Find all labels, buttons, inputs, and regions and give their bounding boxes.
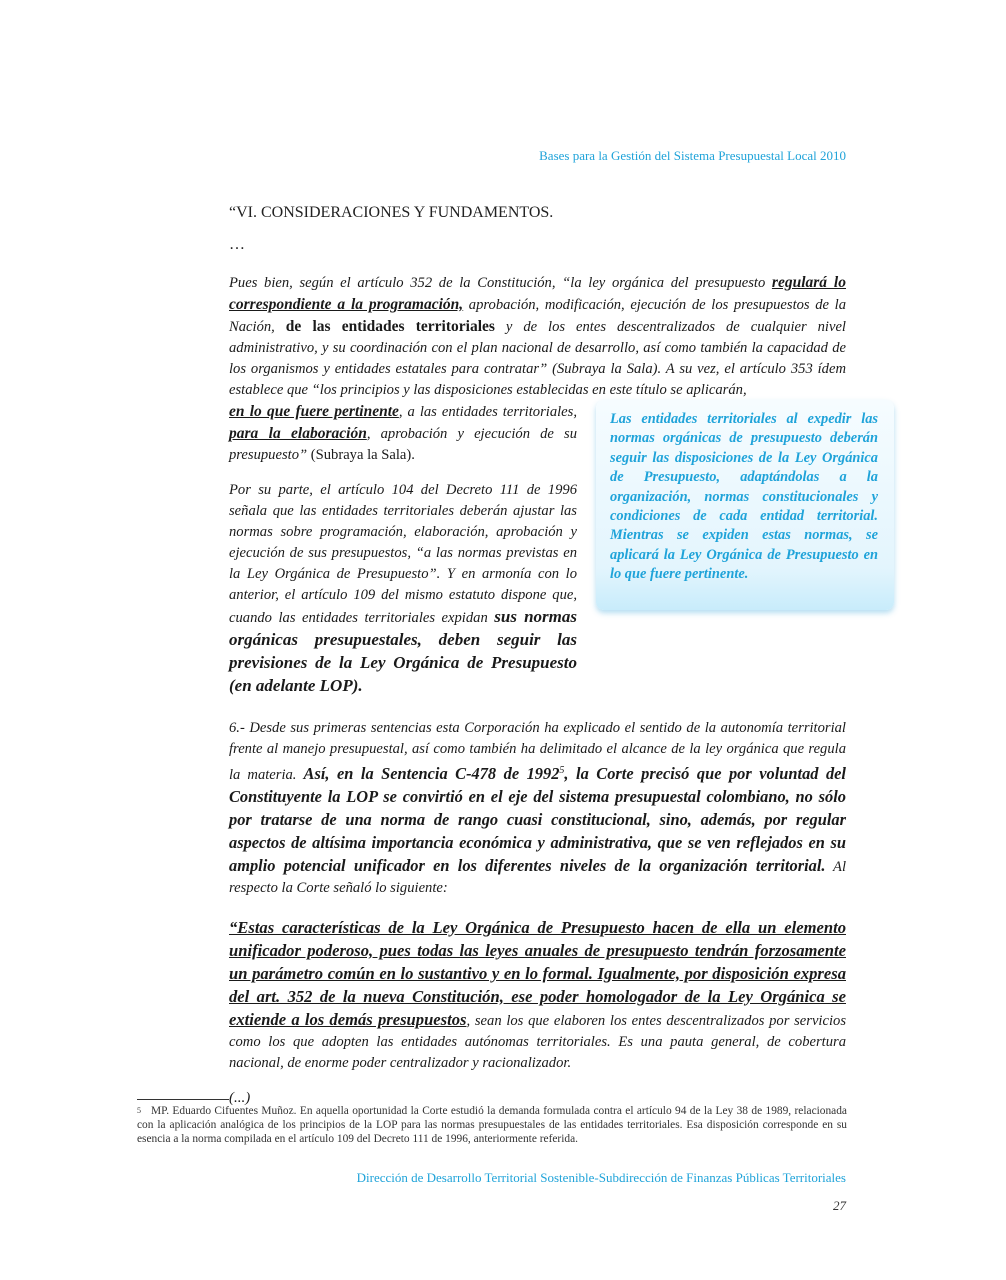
footnote-ref[interactable]: 5: [559, 765, 565, 776]
running-footer: Dirección de Desarrollo Territorial Sostenible-Subdirección de Finanzas Públicas Territoriales: [356, 1170, 846, 1185]
quote-text: , sean los que elaboren los entes descentralizados por servicios como los que adopten las entidades autónomas territoriales. Es una pauta general, de cobertura nacional, de enorme poder centralizador y racionalizador.: [229, 1012, 846, 1071]
decree-paragraph: [229, 480, 577, 698]
ellipsis: …: [229, 236, 245, 253]
p6-text-2: Al respecto la Corte señaló lo siguiente:: [229, 858, 847, 896]
footnote-number: 5: [137, 1106, 141, 1115]
p6-text-1: 6.- Desde sus primeras sentencias esta Corporación ha explicado el sentido de la autonomía territorial frente al manejo presupuestal, así como también ha delimitado el alcance de la ley orgánica que regula la materia.: [229, 720, 846, 783]
page-number: 27: [833, 1198, 846, 1213]
intro-emphasis-3: en lo que fuere pertinente: [229, 403, 399, 420]
decree-emphasis-1: sus normas orgánicas presupuestales, deben seguir las previsiones de la Ley Orgánica de Presupuesto (en adelante LOP).: [229, 607, 577, 695]
decree-text-1: Por su parte, el artículo 104 del Decreto 111 de 1996 señala que las entidades territoriales deberán ajustar las normas sobre programación, elaboración, aprobación y ejecución de sus presupuestos, “a las normas previstas en la Ley Orgánica de Presupuesto”. Y en armonía con lo anterior, el artículo 109 del mismo estatuto dispone que, cuando las entidades territoriales expidan: [229, 482, 577, 626]
intro-paragraph: [229, 272, 846, 401]
footnote-text: MP. Eduardo Cifuentes Muñoz. En aquella oportunidad la Corte estudió la demanda formulada contra el artículo 94 de la Ley 38 de 1989, relacionada con la aplicación analógica de los principios de la LOP para las normas presupuestales de las entidades territoriales. Esa disposición corresponde en su esencia a la norma compilada en el artículo 109 del Decreto 111 de 1996, anteriormente referida.: [137, 1105, 847, 1145]
intro-text-4: , a las entidades territoriales,: [398, 404, 577, 420]
intro-continuation: [229, 401, 577, 466]
highlight-box-text: Las entidades territoriales al expedir las normas orgánicas de presupuesto deberán seguir las disposiciones de la Ley Orgánica de Presupuesto, adaptándolas a la organización, normas constitucionales y condiciones de cada entidad territorial. Mientras se expiden estas normas, se aplicará la Ley Orgánica de Presupuesto en lo que fuere pertinente.: [610, 411, 878, 583]
footnote-divider: [137, 1099, 229, 1100]
main-content: [229, 200, 846, 1107]
running-header: Bases para la Gestión del Sistema Presupuestal Local 2010: [539, 148, 846, 163]
quote-emphasis: “Estas características de la Ley Orgánica de Presupuesto hacen de ella un elemento unificador poderoso, pues todas las leyes anuales de presupuesto tendrán forzosamente un parámetro común en lo sustantivo y en lo formal. Igualmente, por disposición expresa del art. 352 de la nueva Constitución, ese poder homologador de la Ley Orgánica se extiende a los demás presupuestos: [229, 917, 846, 1029]
highlight-box: [596, 400, 894, 610]
intro-text-3: y de los entes descentralizados de cualquier nivel administrativo, y su coordinación con el plan nacional de desarrollo, así como también la capacidad de los organismos y entidades estatales para contratar” (Subraya la Sala). A su vez, el artículo 353 ídem establece que “los principios y las disposiciones establecidas en este título se aplicarán,: [229, 319, 846, 398]
intro-text-1: Pues bien, según el artículo 352 de la Constitución, “la ley orgánica del presupuesto: [229, 275, 772, 291]
intro-text-6: (Subraya la Sala).: [310, 447, 415, 463]
p6-emphasis-1: Así, en la Sentencia C-478 de 1992: [303, 763, 560, 783]
footnote: [137, 1104, 847, 1146]
intro-emphasis-4: para la elaboración: [229, 425, 367, 442]
court-quote: [229, 917, 846, 1074]
paragraph-6: [229, 718, 846, 899]
p6-emphasis-2: , la Corte precisó que por voluntad del Constituyente la LOP se convirtió en el eje del sistema presupuestal colombiano, no sólo por tratarse de una norma de rango cuasi constitucional, sino, además, por regular aspectos de altísima importancia económica y administrativa, que se ven reflejados en su amplio potencial unificador en los diferentes niveles de la organización territorial.: [229, 763, 846, 875]
section-title: “VI. CONSIDERACIONES Y FUNDAMENTOS.: [229, 204, 554, 221]
intro-text-2: aprobación, modificación, ejecución de los presupuestos de la Nación,: [229, 297, 846, 335]
intro-emphasis-1: regulará lo correspondiente a la programación,: [229, 274, 846, 313]
intro-text-5: , aprobación y ejecución de su presupuesto”: [229, 426, 577, 463]
intro-emphasis-2: de las entidades territoriales: [285, 318, 495, 335]
omission-marker: (...): [229, 1089, 251, 1106]
